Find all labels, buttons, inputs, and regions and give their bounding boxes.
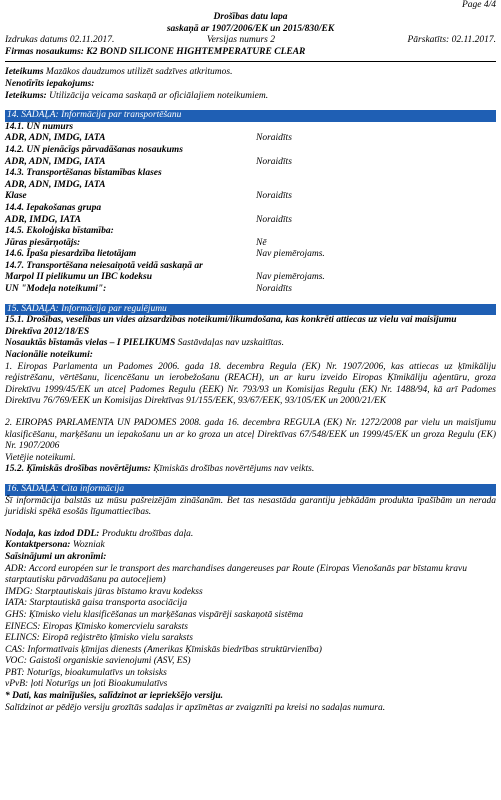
text: Wozniak	[70, 540, 105, 551]
abbreviation-item: IATA: Starptautiskā gaisa transporta asociācija	[5, 598, 188, 609]
transport-row	[5, 180, 496, 192]
transport-row	[5, 145, 496, 157]
section-14-heading: 14. SADAĻA: Informācija par transportēšanu	[5, 110, 496, 122]
abbreviations-list	[5, 564, 496, 692]
transport-label: Jūras piesārņotājs:	[5, 237, 81, 248]
transport-label: 14.6. Īpaša piesardzība lietotājam	[5, 249, 137, 260]
transport-value: Noraidīts	[256, 156, 292, 167]
annex-line	[5, 338, 496, 350]
abbreviation-item: GHS: Ķīmisko vielu klasificēšanas un marķēšanas vispārēji saskaņotā sistēma	[5, 609, 304, 620]
transport-value: Nav piemērojams.	[256, 272, 325, 283]
national-regulations-heading: Nacionālie noteikumi:	[5, 350, 93, 361]
directive-heading: Direktīva 2012/18/ES	[5, 326, 90, 337]
transport-label: ADR, IMDG, IATA	[5, 214, 82, 225]
uncleaned-packaging-heading: Nenotīrīts iepakojums:	[5, 78, 95, 89]
transport-value: Nav piemērojams.	[256, 249, 325, 260]
abbreviation-item: vPvB: ļoti Noturīgs un ļoti Bioakumulatīvs	[5, 679, 168, 690]
transport-label: Klase	[5, 191, 27, 202]
transport-row	[5, 284, 496, 296]
transport-value: Noraidīts	[256, 214, 292, 225]
doc-subtitle: saskaņā ar 1907/2006/EK un 2015/830/EK	[166, 23, 335, 34]
section-15-heading: 15. SADAĻA: Informācija par regulējumu	[5, 304, 496, 316]
regulation-heading: 15.1. Drošības, veselības un vides aizsardzības noteikumi/likumdošana, kas konkrēti attiecas uz vielu vai maisījumu	[5, 315, 457, 326]
label: Ieteikums	[5, 67, 44, 78]
transport-label: ADR, ADN, IMDG, IATA	[5, 156, 106, 167]
label: 15.2. Ķīmiskās drošības novērtējums:	[5, 464, 151, 475]
local-regulations: Vietējie noteikumi.	[5, 452, 76, 463]
transport-row	[5, 191, 496, 203]
transport-row	[5, 168, 496, 180]
transport-value	[256, 203, 496, 215]
page-number: Page 4/4	[461, 0, 496, 10]
transport-table	[5, 122, 496, 296]
transport-row	[5, 226, 496, 238]
disposal-recommendation	[5, 67, 496, 79]
transport-row	[5, 238, 496, 250]
transport-row	[5, 215, 496, 227]
changed-data-text: Salīdzinot ar pēdējo versiju grozītās sadaļas ir apzīmētas ar zvaigznīti pa kreisi no sadaļas numura.	[5, 702, 386, 713]
transport-row	[5, 122, 496, 134]
transport-value	[256, 180, 496, 192]
transport-value	[256, 122, 496, 134]
abbreviation-item: VOC: Gaistoši organiskie savienojumi (ASV, ES)	[5, 656, 191, 667]
transport-value	[256, 145, 496, 157]
text: Mazākos daudzumos utilizēt sadzīves atkritumos.	[43, 67, 233, 78]
transport-label: 14.4. Iepakošanas grupa	[5, 202, 102, 213]
transport-label: Marpol II pielikumu un IBC kodeksu	[5, 272, 153, 283]
document-page	[5, 0, 496, 714]
regulation-paragraph-2: 2. EIROPAS PARLAMENTA UN PADOMES 2008. gada 16. decembra REGULA (EK) Nr. 1272/2008 par vielu un maisījumu klasificēšanu, marķēšanu un iepakošanu un ar ko groza un atceļ Direktīvas 67/548/EEK un 1999/45/EK un groza Regulu (EK) Nr. 1907/2006	[5, 418, 496, 452]
transport-label: 14.1. UN numurs	[5, 121, 74, 132]
transport-row	[5, 157, 496, 169]
doc-title: Drošības datu lapa	[213, 12, 288, 22]
transport-label: 14.3. Transportēšanas bīstamības klases	[5, 168, 162, 179]
transport-label: UN "Modeļa noteikumi":	[5, 284, 107, 295]
header-divider	[5, 61, 496, 62]
transport-label: ADR, ADN, IMDG, IATA	[5, 133, 106, 144]
transport-label: 14.2. UN pienācīgs pārvadāšanas nosaukums	[5, 144, 183, 155]
abbreviation-item: IMDG: Starptautiskais jūras bīstamo kravu kodekss	[5, 586, 203, 597]
transport-row	[5, 261, 496, 273]
abbreviation-item: EINECS: Eiropas Ķīmisko komercvielu saraksts	[5, 621, 188, 632]
abbreviations-heading: Saīsinājumi un akronīmi:	[5, 551, 107, 562]
chemical-safety-assessment	[5, 464, 496, 476]
transport-row	[5, 272, 496, 284]
section-16-heading: 16. SADAĻA: Cita informācija	[5, 484, 496, 496]
issuing-department	[5, 529, 496, 541]
transport-value: Noraidīts	[256, 133, 292, 144]
transport-label: ADR, ADN, IMDG, IATA	[5, 179, 106, 190]
text: Utilizācija veicama saskaņā ar oficiālajiem noteikumiem.	[46, 90, 269, 101]
abbreviation-item: PBT: Noturīgs, bioakumulatīvs un toksisks	[5, 667, 167, 678]
label: Nosauktās bīstamās vielas – I PIELIKUMS	[5, 338, 176, 349]
label: Nodaļa, kas izdod DDL:	[5, 528, 100, 539]
abbreviation-item: CAS: Informatīvais ķīmijas dienests (Amerikas Ķīmiskās biedrības struktūrvienība)	[5, 644, 322, 655]
transport-value	[256, 168, 496, 180]
header-meta-row	[5, 35, 496, 47]
transport-value: Noraidīts	[256, 284, 292, 295]
transport-row	[5, 249, 496, 261]
transport-label: 14.7. Transportēšana neiesaiņotā veidā saskaņā ar	[5, 260, 203, 271]
transport-row	[5, 133, 496, 145]
issue-date: Izdrukas datums 02.11.2017.	[5, 35, 115, 46]
transport-value	[256, 261, 496, 273]
revised-date: Pārskatīts: 02.11.2017.	[407, 35, 496, 46]
text: Produktu drošības daļa.	[99, 528, 194, 539]
label: Ieteikums:	[5, 90, 47, 101]
disclaimer-text: Šī informācija balstās uz mūsu pašreizējām zināšanām. Bet tas nesastāda garantiju jebkādām produkta īpašībām un nerada juridiski spēkā esošās līgumattiecības.	[5, 495, 496, 518]
version-number: Versijas numurs 2	[206, 35, 275, 46]
product-name: Firmas nosaukums: K2 BOND SILICONE HIGHTEMPERATURE CLEAR	[5, 46, 306, 57]
transport-label: 14.5. Ekoloģiska bīstamība:	[5, 226, 114, 237]
label: Kontaktpersona:	[5, 540, 71, 551]
text: Sastāvdaļas nav uzskaitītas.	[175, 338, 284, 349]
abbreviation-item: ELINCS: Eiropā reģistrēto ķīmisko vielu saraksts	[5, 633, 193, 644]
abbreviation-item: ADR: Accord européen sur le transport des marchandises dangereuses par Route (Eiropas Vienošanās par bīstamu kravu starptautisku pārvadāšanu pa autoceļiem)	[5, 563, 468, 586]
transport-value: Nē	[256, 237, 267, 248]
regulation-paragraph-1: 1. Eiropas Parlamenta un Padomes 2006. gada 18. decembra Regula (EK) Nr. 1907/2006, kas attiecas uz ķīmikāliju reģistrēšanu, vērtēšanu, licencēšanu un ierobežošanu (REACH), un ar kuru izveido Eiropas Ķīmikāliju aģentūru, groza Direktīvu 1999/45/EK un atceļ Padomes Regulu (EEK) Nr. 793/93 un Komisijas Regulu (EK) Nr. 1488/94, kā arī Padomes Direktīvu 76/769/EEK un Komisijas Direktīvas 91/155/EEK, 93/67/EEK, 93/105/EK un 2000/21/EK	[5, 361, 496, 407]
packaging-recommendation	[5, 91, 496, 103]
transport-value	[256, 226, 496, 238]
transport-row	[5, 203, 496, 215]
text: Ķīmiskās drošības novērtējums nav veikts.	[150, 464, 315, 475]
contact-person	[5, 540, 496, 552]
changed-data-heading: * Dati, kas mainījušies, salīdzinot ar iepriekšējo versiju.	[5, 691, 223, 702]
transport-value: Noraidīts	[256, 191, 292, 202]
